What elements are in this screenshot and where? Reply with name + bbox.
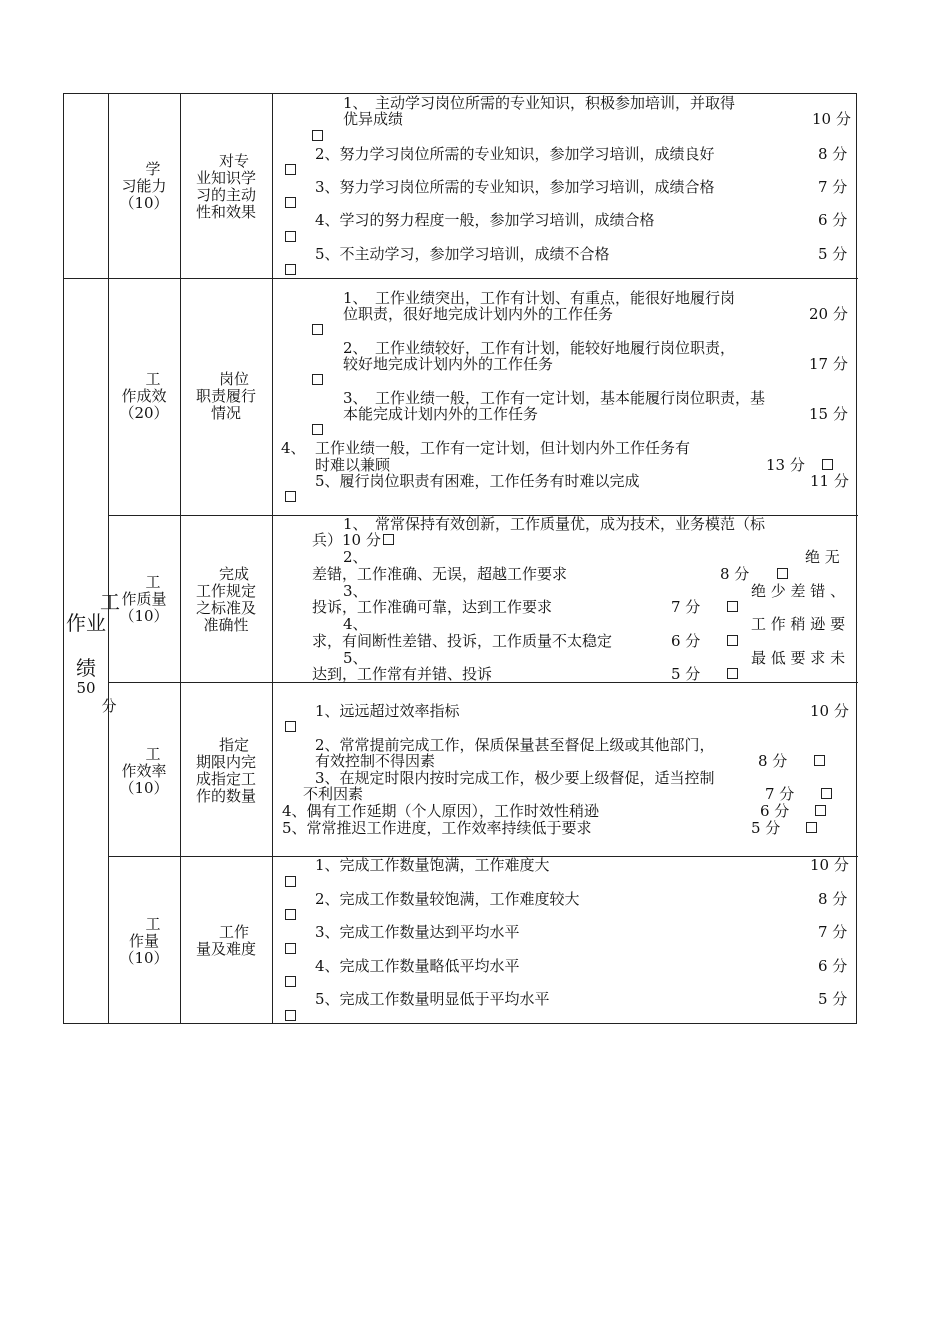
- outer-category-char: 绩: [76, 656, 96, 680]
- item-text: 位职责，很好地完成计划内外的工作任务: [343, 305, 614, 323]
- checkbox-2-3[interactable]: [312, 424, 323, 435]
- category-line: 作质量: [121, 590, 167, 608]
- item-score: 5 分: [671, 665, 701, 683]
- item-text: 3、 工作业绩一般，工作有一定计划，基本能履行岗位职责，基: [343, 389, 766, 407]
- row-category: [108, 746, 180, 797]
- item-score: 8 分: [758, 752, 788, 770]
- item-text: 工作业绩一般，工作有一定计划，但计划内外工作任务有: [315, 439, 691, 457]
- row-category: [108, 574, 180, 625]
- checkbox-1-5[interactable]: [285, 264, 296, 275]
- checkbox-1-4[interactable]: [285, 231, 296, 242]
- checkbox-4-4[interactable]: [815, 805, 826, 816]
- item-text: 不利因素: [303, 785, 364, 803]
- row-divider: [64, 278, 858, 279]
- criterion-line: 情况: [210, 404, 241, 422]
- row-category: [108, 371, 180, 422]
- item-number: 3、: [343, 582, 368, 600]
- category-line: 作量: [128, 932, 159, 950]
- item-score: 15 分: [809, 405, 848, 423]
- item-text: 4、完成工作数量略低平均水平: [315, 957, 520, 975]
- criterion-line: 业知识学: [195, 169, 256, 187]
- item-text: 5、不主动学习，参加学习培训，成绩不合格: [315, 245, 610, 263]
- checkbox-5-4[interactable]: [285, 976, 296, 987]
- criterion-line: 作的数量: [195, 787, 256, 805]
- item-score: 20 分: [809, 305, 848, 323]
- checkbox-2-1[interactable]: [312, 324, 323, 335]
- item-text: 2、完成工作数量较饱满，工作难度较大: [315, 890, 580, 908]
- criterion-line: 之标准及: [195, 599, 256, 617]
- item-score: 6 分: [818, 211, 848, 229]
- outer-category-score: 50: [76, 679, 96, 697]
- checkbox-2-4[interactable]: [822, 459, 833, 470]
- item-text: 绝 少 差 错 、: [751, 582, 846, 600]
- item-text: 1、 主动学习岗位所需的专业知识，积极参加培训，并取得: [343, 94, 736, 112]
- item-text: 1、远远超过效率指标: [315, 702, 460, 720]
- checkbox-4-1[interactable]: [285, 721, 296, 732]
- category-line: 作效率: [121, 762, 167, 780]
- item-score: 11 分: [810, 472, 849, 490]
- item-text: 差错，工作准确、无误，超越工作要求: [312, 565, 568, 583]
- item-text: 求，有间断性差错、投诉，工作质量不太稳定: [312, 632, 613, 650]
- item-number: 4、: [281, 439, 306, 457]
- checkbox-2-2[interactable]: [312, 374, 323, 385]
- criterion-line: 工作规定: [195, 582, 256, 600]
- outer-category-char: 工: [100, 590, 120, 614]
- checkbox-2-5[interactable]: [285, 491, 296, 502]
- item-text: 2、常常提前完成工作，保质保量甚至督促上级或其他部门，: [315, 736, 715, 754]
- item-text: 达到，工作常有并错、投诉: [312, 665, 493, 683]
- item-text: 时难以兼顾: [315, 456, 391, 474]
- category-line: （10）: [119, 949, 169, 967]
- checkbox-1-3[interactable]: [285, 197, 296, 208]
- item-text: 较好地完成计划内外的工作任务: [343, 355, 554, 373]
- item-score: 17 分: [809, 355, 848, 373]
- checkbox-3-3[interactable]: [727, 601, 738, 612]
- item-text: 5、履行岗位职责有困难，工作任务有时难以完成: [315, 472, 640, 490]
- category-line: 学: [145, 160, 161, 178]
- item-text: 5、完成工作数量明显低于平均水平: [315, 990, 550, 1008]
- checkbox-4-3[interactable]: [821, 788, 832, 799]
- row-criterion: [180, 371, 272, 422]
- category-line: （10）: [119, 194, 169, 212]
- item-text: 优异成绩: [343, 110, 404, 128]
- item-score: 10 分: [810, 856, 849, 874]
- row-category: [108, 161, 180, 212]
- criterion-line: 准确性: [203, 616, 249, 634]
- category-line: 作成效: [121, 387, 167, 405]
- item-text: 投诉，工作准确可靠，达到工作要求: [312, 598, 553, 616]
- item-score: 8 分: [818, 145, 848, 163]
- checkbox-5-3[interactable]: [285, 943, 296, 954]
- row-category: [108, 916, 180, 967]
- row-criterion: [180, 737, 272, 805]
- item-text: 5、常常推迟工作进度，工作效率持续低于要求: [282, 819, 592, 837]
- criterion-line: 量及难度: [195, 940, 256, 958]
- item-score: 6 分: [671, 632, 701, 650]
- item-text: 1、完成工作数量饱满，工作难度大: [315, 856, 550, 874]
- item-text: 兵）10 分: [312, 531, 381, 549]
- item-score: 5 分: [818, 990, 848, 1008]
- checkbox-3-5[interactable]: [727, 668, 738, 679]
- criterion-line: 完成: [218, 565, 249, 583]
- item-score: 7 分: [671, 598, 701, 616]
- row-criterion: [180, 924, 272, 958]
- criterion-line: 性和效果: [195, 203, 256, 221]
- item-score: 7 分: [765, 785, 795, 803]
- checkbox-4-5[interactable]: [806, 822, 817, 833]
- item-number: 4、: [343, 615, 368, 633]
- item-number: 2、: [343, 548, 368, 566]
- item-text: 4、偶有工作延期（个人原因），工作时效性稍逊: [282, 802, 600, 820]
- criterion-line: 职责履行: [195, 387, 256, 405]
- checkbox-5-2[interactable]: [285, 909, 296, 920]
- checkbox-4-2[interactable]: [814, 755, 825, 766]
- item-score: 7 分: [818, 923, 848, 941]
- checkbox-5-1[interactable]: [285, 876, 296, 887]
- criterion-line: 指定: [218, 736, 249, 754]
- checkbox-3-2[interactable]: [777, 568, 788, 579]
- item-text: 1、 常常保持有效创新，工作质量优，成为技术，业务模范（标: [343, 515, 766, 533]
- criterion-line: 对专: [218, 152, 249, 170]
- category-line: 工: [145, 573, 161, 591]
- item-score: 13 分: [766, 456, 805, 474]
- item-text: 3、努力学习岗位所需的专业知识，参加学习培训，成绩合格: [315, 178, 715, 196]
- item-text: 有效控制不得因素: [315, 752, 436, 770]
- checkbox-3-4[interactable]: [727, 635, 738, 646]
- evaluation-table: [63, 93, 857, 1024]
- item-text: 1、 工作业绩突出，工作有计划、有重点，能很好地履行岗: [343, 289, 736, 307]
- item-text: 工 作 稍 逊 要: [751, 615, 846, 633]
- item-score: 5 分: [751, 819, 781, 837]
- criterion-line: 岗位: [218, 370, 249, 388]
- criterion-line: 期限内完: [195, 753, 256, 771]
- col-divider: [180, 94, 181, 1023]
- criterion-line: 习的主动: [195, 186, 256, 204]
- item-text: 本能完成计划内外的工作任务: [343, 405, 539, 423]
- category-line: 工: [145, 370, 161, 388]
- item-text: 2、 工作业绩较好，工作有计划，能较好地履行岗位职责，: [343, 339, 736, 357]
- col-divider: [272, 94, 273, 1023]
- col-divider: [108, 94, 109, 1023]
- item-score: 6 分: [818, 957, 848, 975]
- item-score: 6 分: [760, 802, 790, 820]
- item-text: 3、在规定时限内按时完成工作，极少要上级督促，适当控制: [315, 769, 715, 787]
- item-number: 5、: [343, 649, 368, 667]
- checkbox-1-2[interactable]: [285, 164, 296, 175]
- checkbox-5-5[interactable]: [285, 1010, 296, 1021]
- category-line: 习能力: [121, 177, 167, 195]
- row-criterion: [180, 153, 272, 221]
- category-line: 工: [145, 745, 161, 763]
- item-text: 2、努力学习岗位所需的专业知识，参加学习培训，成绩良好: [315, 145, 715, 163]
- item-text: 4、学习的努力程度一般，参加学习培训，成绩合格: [315, 211, 655, 229]
- item-text: 最 低 要 求 未: [751, 649, 846, 667]
- item-text: 3、完成工作数量达到平均水平: [315, 923, 520, 941]
- item-score: 8 分: [818, 890, 848, 908]
- item-score: 5 分: [818, 245, 848, 263]
- outer-category-char: 作业: [66, 611, 106, 635]
- checkbox-1-1[interactable]: [312, 130, 323, 141]
- item-score: 10 分: [812, 110, 851, 128]
- category-line: （20）: [119, 404, 169, 422]
- category-line: （10）: [119, 607, 169, 625]
- checkbox-3-1[interactable]: [383, 534, 394, 545]
- criterion-line: 成指定工: [195, 770, 256, 788]
- criterion-line: 工作: [218, 923, 249, 941]
- row-criterion: [180, 566, 272, 634]
- outer-category-unit: 分: [101, 697, 117, 715]
- item-score: 7 分: [818, 178, 848, 196]
- item-text: 绝 无: [805, 548, 840, 566]
- item-score: 8 分: [720, 565, 750, 583]
- category-line: （10）: [119, 779, 169, 797]
- category-line: 工: [145, 915, 161, 933]
- item-score: 10 分: [810, 702, 849, 720]
